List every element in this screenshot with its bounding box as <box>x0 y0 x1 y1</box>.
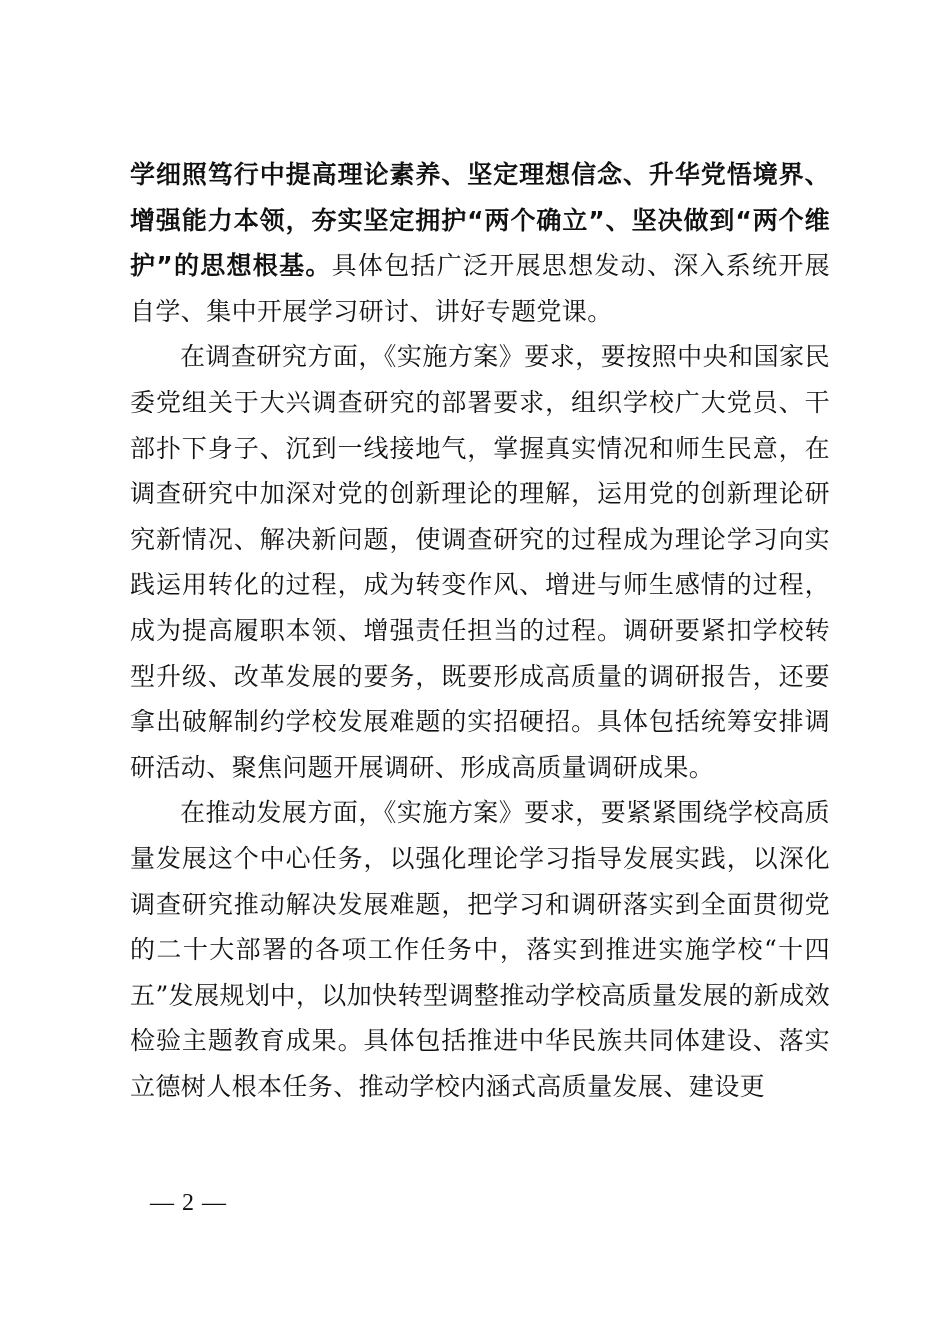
page-number: — 2 — <box>150 1190 227 1216</box>
document-body <box>130 152 830 1109</box>
paragraph-3: 在推动发展方面，《实施方案》要求，要紧紧围绕学校高质量发展这个中心任务，以强化理论学习指导发展实践，以深化调查研究推动解决发展难题，把学习和调研落实到全面贯彻党的二十大部署的各项工作任务中，落实到推进实施学校“十四五”发展规划中，以加快转型调整推动学校高质量发展的新成效检验主题教育成果。具体包括推进中华民族共同体建设、落实立德树人根本任务、推动学校内涵式高质量发展、建设更 <box>130 798 830 1101</box>
paragraph-1 <box>130 152 830 334</box>
paragraph-1-text: 具体包括广泛开展思想发动、深入系统开展自学、集中开展学习研讨、讲好专题党课。 <box>130 251 830 326</box>
paragraph-2: 在调查研究方面，《实施方案》要求，要按照中央和国家民委党组关于大兴调查研究的部署要求，组织学校广大党员、干部扑下身子、沉到一线接地气，掌握真实情况和师生民意，在调查研究中加深对党的创新理论的理解，运用党的创新理论研究新情况、解决新问题，使调查研究的过程成为理论学习向实践运用转化的过程，成为转变作风、增进与师生感情的过程，成为提高履职本领、增强责任担当的过程。调研要紧扣学校转型升级、改革发展的要务，既要形成高质量的调研报告，还要拿出破解制约学校发展难题的实招硬招。具体包括统筹安排调研活动、聚焦问题开展调研、形成高质量调研成果。 <box>130 342 830 782</box>
paragraph-1-bold-text: 学细照笃行中提高理论素养、坚定理想信念、升华党悟境界、增强能力本领，夯实坚定拥护“两个确立”、坚决做到“两个维护”的思想根基。 <box>130 160 830 281</box>
